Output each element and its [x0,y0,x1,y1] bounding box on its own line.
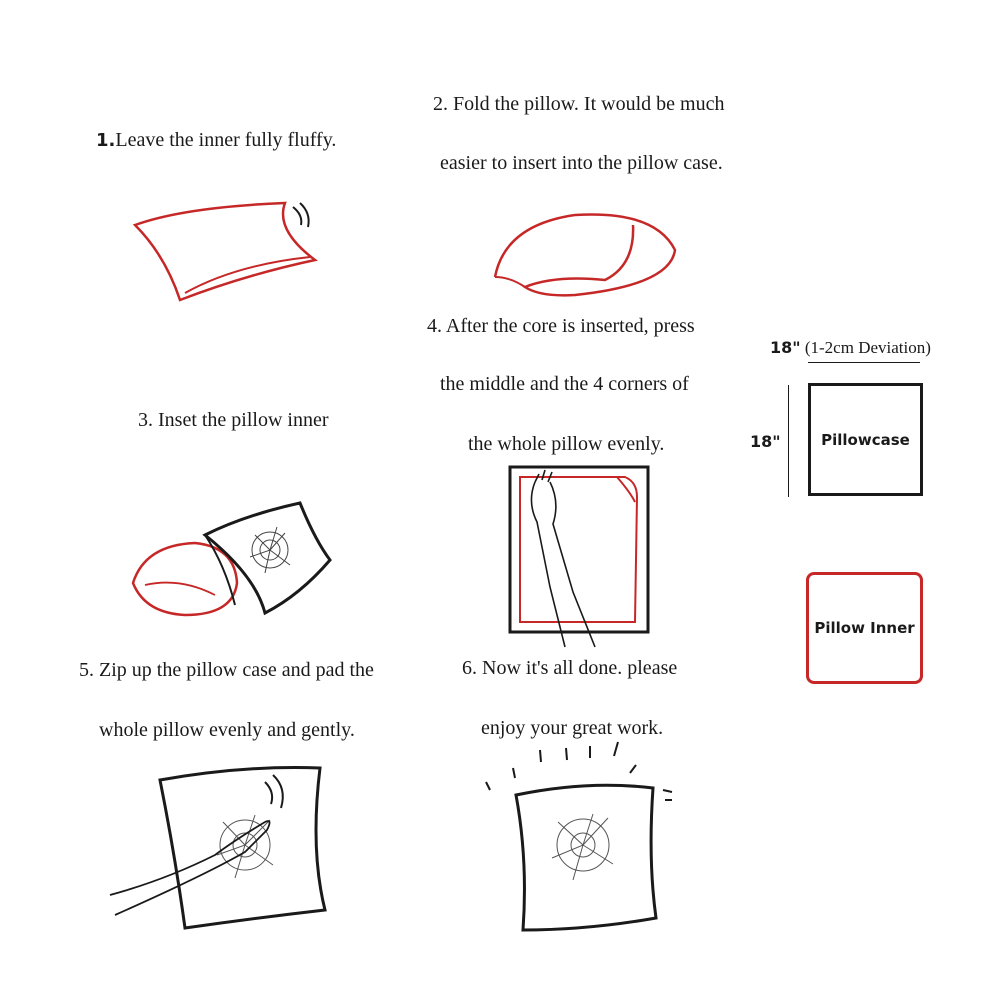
pillow-insert-icon [125,495,345,625]
step-1-text [96,128,336,153]
step-6-line-2: enjoy your great work. [481,717,664,739]
step-4-line-1: 4. After the core is inserted, press [427,315,695,337]
height-line [788,385,789,497]
width-value: 18" [770,338,801,357]
flower-pattern-icon [250,527,290,573]
step-5-line-1: 5. Zip up the pillow case and pad the [79,659,374,681]
step-5-line-2: whole pillow evenly and gently. [99,719,355,741]
height-value: 18" [750,432,781,451]
width-line [808,362,920,363]
step-1-number: 1. [96,130,116,151]
pillowcase-box [808,383,923,496]
step-2-line-1: 2. Fold the pillow. It would be much [433,93,725,115]
width-deviation-note: (1-2cm Deviation) [804,338,931,357]
hand-press-icon [505,462,655,647]
hand-pad-icon [105,760,335,935]
step-4-line-3: the whole pillow evenly. [468,433,665,455]
pillowcase-label: Pillowcase [821,430,910,449]
step-3-line-1: 3. Inset the pillow inner [138,409,329,431]
pillow-inner-label: Pillow Inner [814,619,915,637]
step-4-line-2: the middle and the 4 corners of [440,373,689,395]
step-2-line-2: easier to insert into the pillow case. [440,152,723,174]
step-1-label: Leave the inner fully fluffy. [115,129,337,151]
step-6-line-1: 6. Now it's all done. please [462,657,678,679]
width-dimension [770,336,931,360]
pillow-inner-box [806,572,923,684]
finished-pillow-icon [478,740,688,940]
pillow-inner-icon [125,195,335,310]
folded-pillow-icon [485,205,695,305]
